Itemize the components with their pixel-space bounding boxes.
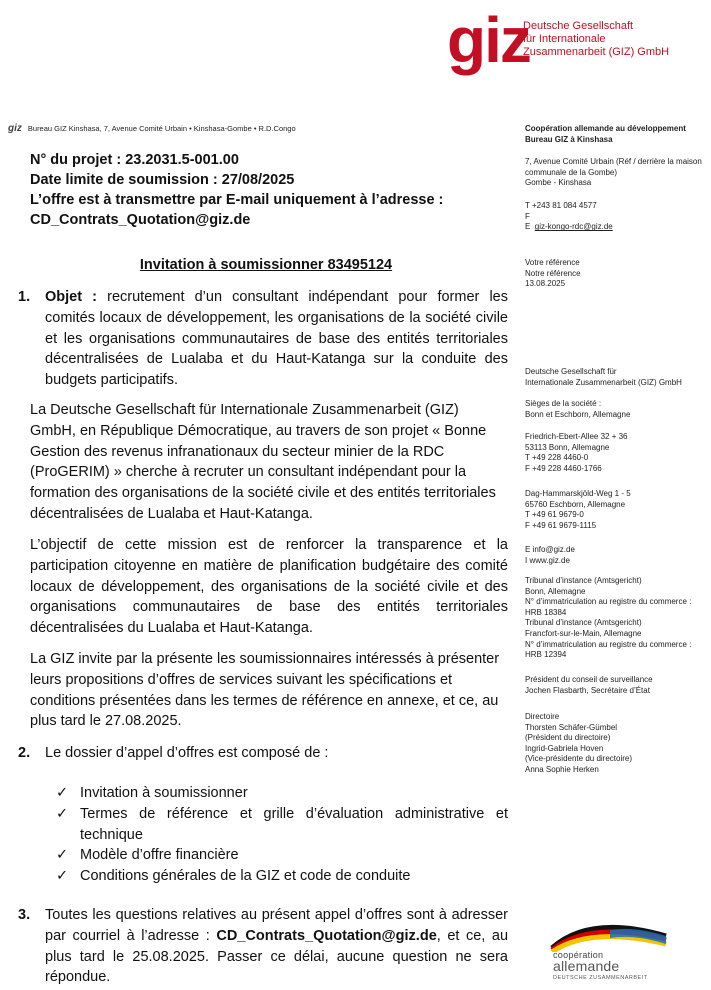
cooperation-word: coopération bbox=[553, 950, 604, 960]
rc-trib-1: Tribunal d’instance (Amtsgericht) bbox=[525, 576, 642, 585]
rc-address bbox=[525, 157, 702, 189]
item-2-text: Le dossier d’appel d’offres est composé de : bbox=[45, 745, 329, 761]
item-3-body: Toutes les questions relatives au présent appel d’offres sont à adresser par courriel à l’adresse : bbox=[45, 907, 508, 944]
rc-your-ref: Votre référence bbox=[525, 258, 580, 267]
rc-dir-1: Thorsten Schäfer-Gümbel bbox=[525, 722, 618, 732]
rc-dir-3: Ingrid-Gabriela Hoven bbox=[525, 743, 604, 753]
giz-logo: giz bbox=[447, 4, 530, 76]
document-checklist bbox=[56, 783, 508, 887]
rc-title-2: Bureau GIZ à Kinshasa bbox=[525, 135, 613, 144]
rc-esch-1: Dag-Hammarskjöld-Weg 1 - 5 bbox=[525, 489, 631, 498]
rc-org-1: Deutsche Gesellschaft für bbox=[525, 367, 617, 376]
rc-email-prefix: E bbox=[525, 222, 535, 232]
submission-email[interactable]: CD_Contrats_Quotation@giz.de bbox=[30, 212, 251, 228]
rc-fax: F bbox=[525, 211, 530, 221]
item-3 bbox=[18, 905, 508, 988]
rc-bonn-1: Friedrich-Ebert-Allee 32 + 36 bbox=[525, 432, 628, 441]
rc-addr-1: 7, Avenue Comité Urbain (Réf / derrière la maison bbox=[525, 157, 702, 166]
item-1-number: 1. bbox=[18, 289, 31, 305]
check-icon: ✓ bbox=[56, 868, 69, 885]
rc-seat-value: Bonn et Eschborn, Allemagne bbox=[525, 409, 631, 419]
rc-org bbox=[525, 367, 682, 388]
logo-line-3: Zusammenarbeit (GIZ) GmbH bbox=[523, 46, 670, 58]
rc-pres-2: Jochen Flasbarth, Secrétaire d’État bbox=[525, 685, 650, 695]
item-1-text bbox=[45, 287, 508, 391]
sender-mark: giz bbox=[8, 123, 22, 134]
rc-website: I www.giz.de bbox=[525, 555, 570, 565]
rc-trib-7: N° d’immatriculation au registre du commerce : bbox=[525, 639, 692, 649]
invitation-title: Invitation à soumissionner 83495124 bbox=[139, 257, 393, 273]
checklist-item bbox=[56, 866, 508, 887]
rc-dir-2: (Président du directoire) bbox=[525, 733, 611, 743]
rc-bonn-3: T +49 228 4460-0 bbox=[525, 453, 589, 463]
checklist-item-text: Termes de référence et grille d’évaluation administrative et technique bbox=[80, 805, 508, 843]
cooperation-tagline: DEUTSCHE ZUSAMMENARBEIT bbox=[553, 975, 648, 981]
rc-trib-8: HRB 12394 bbox=[525, 650, 567, 660]
giz-logo-text bbox=[523, 20, 669, 59]
checklist-item-text: Conditions générales de la GIZ et code de conduite bbox=[80, 868, 411, 885]
item-1-label: Objet : bbox=[45, 289, 98, 305]
rc-bonn-4: F +49 228 4460-1766 bbox=[525, 463, 602, 473]
checklist-item-text: Invitation à soumissionner bbox=[80, 785, 248, 801]
right-column-title bbox=[525, 123, 686, 145]
rc-trib-5: Tribunal d’instance (Amtsgericht) bbox=[525, 618, 642, 628]
rc-web bbox=[525, 545, 575, 566]
rc-email-link[interactable]: giz-kongo-rdc@giz.de bbox=[534, 222, 613, 232]
checklist-item bbox=[56, 804, 508, 846]
rc-bonn-2: 53113 Bonn, Allemagne bbox=[525, 442, 610, 452]
rc-eschborn bbox=[525, 489, 631, 531]
rc-seat bbox=[525, 399, 630, 420]
rc-trib-6: Francfort-sur-le-Main, Allemagne bbox=[525, 628, 642, 638]
item-1 bbox=[18, 287, 508, 391]
rc-title-1: Coopération allemande au développement bbox=[525, 124, 686, 133]
paragraph-3: La GIZ invite par la présente les soumissionnaires intéressés à présenter leurs propositions d’offres de services suivant les spécifications et conditions présentées dans les termes de référence en annexe, et ce, au plus tard le 27.08.2025. bbox=[30, 651, 500, 730]
logo-line-2: für Internationale bbox=[523, 33, 606, 45]
paragraph-2: L’objectif de cette mission est de renforcer la transparence et la participation citoyenne en matière de planification budgétaire des comité locaux de développement, des organisations de la société civile et des organisations communautaires de base des entités territoriales décentralisées du Lualaba et Haut-Katanga. bbox=[30, 537, 508, 637]
item-2 bbox=[18, 743, 508, 764]
rc-references bbox=[525, 258, 581, 290]
check-icon: ✓ bbox=[56, 805, 69, 822]
transmit-instruction: L’offre est à transmettre par E-mail uniquement à l’adresse : bbox=[30, 192, 444, 208]
rc-bonn bbox=[525, 432, 628, 474]
rc-dir-5: Anna Sophie Herken bbox=[525, 764, 599, 774]
rc-pres-1: Président du conseil de surveillance bbox=[525, 675, 653, 684]
paragraph-1: La Deutsche Gesellschaft für Internationale Zusammenarbeit (GIZ) GmbH, en République Démocratique, au travers de son projet « Bonne Gestion des revenus infranationaux du secteur minier de la RDC (ProGERIM) » cherche à recruter un consultant indépendant pour la formation des organisations de la société civile et des entités territoriales décentralisées de Lualaba et Haut-Katanga. bbox=[30, 402, 496, 522]
rc-addr-3: Gombe - Kinshasa bbox=[525, 178, 592, 188]
item-2-number: 2. bbox=[18, 745, 31, 761]
rc-esch-2: 65760 Eschborn, Allemagne bbox=[525, 499, 626, 509]
check-icon: ✓ bbox=[56, 785, 69, 801]
checklist-item bbox=[56, 845, 508, 866]
rc-tribunal bbox=[525, 576, 691, 661]
checklist-item-text: Modèle d’offre financière bbox=[80, 847, 239, 864]
rc-seat-title: Sièges de la société : bbox=[525, 399, 602, 408]
rc-org-2: Internationale Zusammenarbeit (GIZ) GmbH bbox=[525, 377, 682, 387]
check-icon: ✓ bbox=[56, 847, 69, 864]
cooperation-flag-icon bbox=[550, 918, 668, 952]
sender-address: Bureau GIZ Kinshasa, 7, Avenue Comité Urbain • Kinshasa-Gombe • R.D.Congo bbox=[27, 124, 296, 133]
rc-esch-4: F +49 61 9679-1115 bbox=[525, 520, 597, 530]
item-3-text bbox=[45, 905, 508, 988]
checklist-item bbox=[56, 783, 508, 804]
rc-our-ref: Notre référence bbox=[525, 268, 581, 278]
project-number: N° du projet : 23.2031.5-001.00 bbox=[30, 152, 239, 168]
cooperation-allemande: allemande bbox=[553, 958, 620, 974]
rc-contact bbox=[525, 201, 613, 233]
rc-email-line bbox=[525, 222, 613, 233]
rc-dir-0: Directoire bbox=[525, 712, 560, 721]
item-3-tail: , et ce, au plus tard le 25.08.2025. Passer ce délai, aucune question ne sera répondue. bbox=[45, 927, 509, 986]
rc-esch-3: T +49 61 9679-0 bbox=[525, 510, 584, 520]
rc-trib-3: N° d’immatriculation au registre du commerce : bbox=[525, 597, 692, 607]
sender-line bbox=[8, 123, 296, 134]
rc-trib-2: Bonn, Allemagne bbox=[525, 586, 586, 596]
rc-tel: T +243 81 084 4577 bbox=[525, 201, 597, 210]
submission-deadline: Date limite de soumission : 27/08/2025 bbox=[30, 172, 295, 188]
rc-mail: E info@giz.de bbox=[525, 545, 575, 554]
project-header bbox=[30, 150, 510, 230]
rc-trib-4: HRB 18384 bbox=[525, 607, 567, 617]
logo-line-1: Deutsche Gesellschaft bbox=[523, 20, 634, 32]
rc-addr-2: communale de la Gombe) bbox=[525, 167, 618, 177]
rc-board bbox=[525, 712, 632, 776]
rc-date: 13.08.2025 bbox=[525, 279, 566, 289]
rc-president bbox=[525, 675, 653, 696]
item-1-body: recrutement d’un consultant indépendant pour former les comités locaux de développement, les organisations de la société civile et les organisations communautaires de base des entités territoriales décentralisées de Lualaba et du Haut-Katanga sur la conduite des budgets participatifs. bbox=[45, 289, 508, 389]
rc-dir-4: (Vice-présidente du directoire) bbox=[525, 754, 633, 764]
item-3-number: 3. bbox=[18, 907, 31, 923]
item-3-email[interactable]: CD_Contrats_Quotation@giz.de bbox=[216, 927, 437, 944]
